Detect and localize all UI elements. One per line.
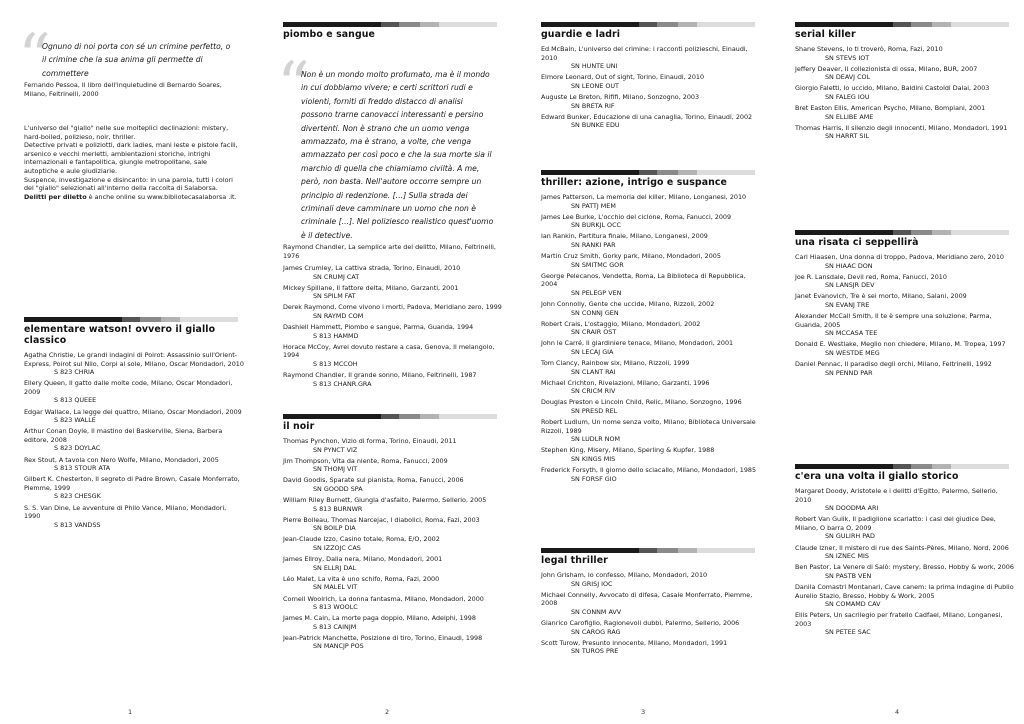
book-citation: Arthur Conan Doyle, Il mastino dei Baskerville, Siena, Barbera editore, 2008 bbox=[24, 427, 223, 444]
book-entry bbox=[541, 252, 761, 269]
book-citation: William Riley Burnett, Giungla d'asfalto, Palermo, Sellerio, 2005 bbox=[283, 496, 487, 505]
shelf-mark: SN RAYMD COM bbox=[313, 311, 364, 320]
section-divider-bar bbox=[795, 464, 1009, 469]
shelf-mark: S 813 BURNWR bbox=[313, 504, 363, 513]
shelf-mark: SN ELLRJ DAL bbox=[313, 563, 357, 572]
shelf-mark: SN PASTB VEN bbox=[825, 571, 872, 580]
section-divider-bar bbox=[795, 230, 1009, 235]
shelf-mark: S 813 WOOLC bbox=[313, 603, 358, 612]
book-entry bbox=[24, 427, 244, 453]
book-citation: Frederick Forsyth, Il giorno dello sciacallo, Milano, Mondadori, 1985 bbox=[541, 466, 757, 475]
book-citation: Tom Clancy, Rainbow six, Milano, Rizzoli, 1999 bbox=[541, 359, 690, 368]
piombo-book-list-block bbox=[283, 264, 503, 391]
book-entry bbox=[541, 619, 761, 636]
quote-mark-icon: “ bbox=[18, 21, 51, 95]
intro-paragraph: Suspence, investigazione e disincanto: in una parola, tutti i colori del "giallo" selezionati all'interno della raccolta di Salaborsa. bbox=[24, 175, 233, 193]
shelf-mark: SN BUNKE EDU bbox=[571, 121, 620, 130]
book-citation: George Pelecanos, Vendetta, Roma, La Biblioteca di Repubblica, 2004 bbox=[541, 271, 746, 289]
chandler-quote-block bbox=[277, 49, 503, 260]
book-citation: Jean-Patrick Manchette, Posizione di tiro, Torino, Einaudi, 1998 bbox=[283, 633, 483, 642]
shelf-mark: SN GOODD SPA bbox=[313, 484, 363, 493]
book-entry bbox=[283, 437, 503, 454]
book-entry bbox=[795, 65, 1015, 82]
shelf-mark: SN HUNTE UNI bbox=[571, 62, 618, 71]
book-entry bbox=[795, 312, 1015, 338]
book-citation: Janet Evanovich, Tre è sei morto, Milano, Salani, 2009 bbox=[795, 292, 967, 301]
book-entry bbox=[541, 466, 761, 483]
book-citation: Robert Ludlum, Un nome senza volto, Milano, Biblioteca Universale Rizzoli, 1989 bbox=[541, 418, 756, 435]
shelf-mark: SN FORSF GIO bbox=[571, 474, 617, 483]
book-entry bbox=[541, 193, 761, 210]
book-entry bbox=[541, 591, 761, 617]
book-entry bbox=[24, 408, 244, 425]
book-citation: Gilbert K. Chesterton, Il segreto di Padre Brown, Casale Monferrato, Piemme, 1999 bbox=[24, 475, 240, 492]
book-entry bbox=[795, 45, 1015, 62]
book-list bbox=[283, 437, 503, 651]
book-entry bbox=[283, 264, 503, 281]
book-citation: Stephen King, Misery, Milano, Sperling & Kupfer, 1988 bbox=[541, 446, 715, 455]
book-citation: Shane Stevens, Io ti troverò, Roma, Fazi, 2010 bbox=[795, 45, 943, 53]
page-3-column bbox=[541, 0, 761, 724]
page-number: 1 bbox=[128, 708, 133, 716]
shelf-mark: SN COMAMD CAV bbox=[825, 600, 881, 609]
book-entry bbox=[283, 496, 503, 513]
shelf-mark: SN RANKI PAR bbox=[571, 240, 616, 249]
book-citation: Claude Izner, Il mistero di rue des Saints-Pères, Milano, Nord, 2006 bbox=[795, 543, 1009, 552]
book-citation: Robert Crais, L'ostaggio, Milano, Mondadori, 2002 bbox=[541, 319, 701, 328]
section-una-risata bbox=[795, 230, 1015, 380]
book-citation: Jean-Claude Izzo, Casino totale, Roma, E/O, 2002 bbox=[283, 535, 440, 544]
book-entry bbox=[541, 639, 761, 656]
book-citation: Léo Malet, La vita è uno schifo, Roma, Fazi, 2000 bbox=[283, 574, 440, 583]
book-citation: Thomas Pynchon, Vizio di forma, Torino, Einaudi, 2011 bbox=[283, 437, 457, 445]
book-citation: Derek Raymond, Come vivono i morti, Padova, Meridiano zero, 1999 bbox=[283, 303, 502, 312]
shelf-mark: S 813 CAINJM bbox=[313, 622, 357, 631]
shelf-mark: SN SPILM FAT bbox=[313, 292, 356, 301]
book-entry bbox=[541, 272, 761, 298]
book-citation: Robert Van Gulik, Il padiglione scarlatto: i casi del giudice Dee, Milano, O barra O, 2009 bbox=[795, 515, 996, 532]
book-entry bbox=[541, 379, 761, 396]
book-citation: Margaret Doody, Aristotele e i delitti d'Egitto, Palermo, Sellerio, 2010 bbox=[795, 487, 998, 504]
book-citation: Scott Turow, Presunto innocente, Milano, Mondadori, 1991 bbox=[541, 638, 728, 647]
shelf-mark: S 813 CHANR.GRA bbox=[313, 379, 372, 388]
section-elementare-watson bbox=[24, 317, 244, 532]
book-citation: Douglas Preston e Lincoln Child, Relic, Milano, Sonzogno, 1996 bbox=[541, 398, 742, 407]
book-entry bbox=[24, 351, 244, 377]
shelf-mark: S 813 VANDSS bbox=[54, 520, 101, 529]
shelf-mark: SN DEAVJ COL bbox=[825, 73, 871, 82]
shelf-mark: SN FALEG IOU bbox=[825, 92, 870, 101]
book-entry bbox=[283, 614, 503, 631]
page-number: 3 bbox=[641, 708, 646, 716]
book-entry bbox=[541, 73, 761, 90]
book-citation: Mickey Spillane, Il fattore delta, Milano, Garzanti, 2001 bbox=[283, 283, 459, 292]
shelf-mark: SN ELLIBE AME bbox=[825, 112, 874, 121]
book-citation: Bret Easton Ellis, American Psycho, Milano, Bompiani, 2001 bbox=[795, 104, 986, 113]
book-list bbox=[283, 264, 503, 388]
book-citation: Martin Cruz Smith, Gorky park, Milano, Mondadori, 2005 bbox=[541, 252, 721, 261]
section-serial-killer bbox=[795, 22, 1015, 143]
book-entry bbox=[283, 371, 503, 388]
shelf-mark: SN GULIRH PAD bbox=[825, 532, 875, 541]
section-guardie-e-ladri bbox=[541, 22, 761, 132]
shelf-mark: SN CRAIR OST bbox=[571, 328, 617, 337]
book-list bbox=[541, 571, 761, 656]
shelf-mark: SN IZNEC MIS bbox=[825, 552, 869, 561]
quote-mark-icon: “ bbox=[277, 49, 310, 123]
book-entry bbox=[795, 611, 1015, 637]
book-citation: Ed McBain, L'universo del crimine: i racconti polizieschi, Einaudi, 2010 bbox=[541, 45, 748, 62]
book-citation: Alexander McCall Smith, Il te è sempre una soluzione, Parma, Guanda, 2005 bbox=[795, 312, 992, 329]
book-entry bbox=[541, 300, 761, 317]
shelf-mark: S 813 QUEEE bbox=[54, 396, 97, 405]
book-entry bbox=[795, 360, 1015, 377]
book-entry bbox=[283, 457, 503, 474]
book-entry bbox=[541, 232, 761, 249]
book-citation: Pierre Boileau, Thomas Narcejac, I diabolici, Roma, Fazi, 2003 bbox=[283, 515, 480, 524]
book-entry bbox=[283, 516, 503, 533]
shelf-mark: SN BOILP DIA bbox=[313, 524, 356, 533]
book-list bbox=[24, 351, 244, 529]
shelf-mark: SN DOODMA ARI bbox=[825, 504, 879, 513]
shelf-mark: SN PRESD REL bbox=[571, 407, 618, 416]
book-citation: Thomas Harris, Il silenzio degli innocenti, Milano, Mondadori, 1991 bbox=[795, 123, 1008, 132]
section-thriller bbox=[541, 170, 761, 486]
book-list bbox=[541, 45, 761, 130]
book-entry bbox=[283, 303, 503, 320]
book-citation: Raymond Chandler, Il grande sonno, Milano, Feltrinelli, 1987 bbox=[283, 371, 477, 380]
shelf-mark: SN IZZOJC CAS bbox=[313, 544, 361, 553]
book-citation: John le Carré, Il giardiniere tenace, Milano, Mondadori, 2001 bbox=[541, 339, 734, 348]
book-entry bbox=[283, 323, 503, 340]
book-entry bbox=[283, 343, 503, 369]
book-entry bbox=[541, 398, 761, 415]
shelf-mark: SN CRUMJ CAT bbox=[313, 272, 360, 281]
shelf-mark: SN HIAAC DON bbox=[825, 261, 873, 270]
shelf-mark: SN LANSJR DEV bbox=[825, 281, 875, 290]
book-entry bbox=[541, 113, 761, 130]
section-title: c'era una volta il giallo storico bbox=[795, 471, 959, 482]
book-entry bbox=[541, 320, 761, 337]
book-citation: Michael Connelly, Avvocato di difesa, Casale Monferrato, Piemme, 2008 bbox=[541, 590, 753, 608]
book-list bbox=[795, 253, 1015, 377]
book-citation: Ellery Queen, Il gatto dalle molte code, Milano, Oscar Mondadori, 2009 bbox=[24, 379, 233, 396]
shelf-mark: SN HARRT SIL bbox=[825, 132, 869, 141]
book-entry bbox=[283, 476, 503, 493]
book-citation: John Connolly, Gente che uccide, Milano, Rizzoli, 2002 bbox=[541, 300, 715, 309]
book-entry bbox=[283, 575, 503, 592]
book-citation: James Lee Burke, L'occhio del ciclone, Roma, Fanucci, 2009 bbox=[541, 212, 732, 221]
book-citation: Danila Comastri Montanari, Cave canem: la prima indagine di Publio Aurelio Stazio, Bresso, Hobby & Work, 2005 bbox=[795, 582, 1014, 600]
intro-paragraph: L'universo del "giallo" nelle sue molteplici declinazioni: mistery, hard-boiled, polizieso, noir, thriller. bbox=[24, 124, 229, 141]
shelf-mark: SN LECAJ GIA bbox=[571, 348, 614, 356]
chandler-quote-source: Raymond Chandler, La semplice arte del delitto, Milano, Feltrinelli, 1976 bbox=[283, 243, 496, 260]
section-title: piombo e sangue bbox=[283, 29, 375, 40]
book-entry bbox=[795, 563, 1015, 580]
book-citation: Dashiell Hammett, Piombo e sangue, Parma, Guanda, 1994 bbox=[283, 323, 474, 332]
book-entry bbox=[24, 456, 244, 473]
shelf-mark: SN BRETA RIF bbox=[571, 101, 615, 110]
book-entry bbox=[795, 583, 1015, 609]
book-citation: Agatha Christie, Le grandi indagini di Poirot: Assassinio sull'Orient-Express, Poirot sul Nilo, Corpi al sole, Milano, Oscar Mondadori, 2010 bbox=[24, 351, 244, 368]
book-citation: S. S. Van Dine, Le avventure di Philo Vance, Milano, Mondadori, 1990 bbox=[24, 503, 227, 521]
shelf-mark: SN CONNJ GEN bbox=[571, 308, 619, 317]
book-citation: Edgar Wallace, La legge dei quattro, Milano, Oscar Mondadori, 2009 bbox=[24, 407, 242, 416]
section-title: il noir bbox=[283, 421, 315, 432]
section-title: una risata ci seppellirà bbox=[795, 237, 919, 248]
delitti-per-diletto-label: Delitti per diletto bbox=[24, 192, 87, 201]
book-entry bbox=[541, 45, 761, 71]
shelf-mark: S 813 MCCOH bbox=[313, 359, 358, 368]
shelf-mark: S 823 CHRIA bbox=[54, 368, 95, 377]
book-entry bbox=[541, 418, 761, 444]
book-citation: Elmore Leonard, Out of sight, Torino, Einaudi, 2010 bbox=[541, 73, 705, 82]
shelf-mark: SN LEONE OUT bbox=[571, 81, 619, 90]
book-citation: Jim Thompson, Vita da niente, Roma, Fanucci, 2009 bbox=[283, 456, 448, 465]
book-list bbox=[795, 45, 1015, 141]
shelf-mark: SN CLANT RAI bbox=[571, 367, 616, 376]
book-citation: Michael Crichton, Rivelazioni, Milano, Garzanti, 1996 bbox=[541, 378, 710, 387]
book-entry bbox=[795, 487, 1015, 513]
shelf-mark: S 823 DOYLAC bbox=[54, 444, 101, 453]
book-entry bbox=[24, 379, 244, 405]
section-title: serial killer bbox=[795, 29, 856, 40]
section-title: elementare watson! ovvero il giallo classico bbox=[24, 324, 216, 346]
shelf-mark: SN EVANJ TRE bbox=[825, 300, 870, 309]
section-title: guardie e ladri bbox=[541, 29, 621, 40]
book-entry bbox=[541, 213, 761, 230]
shelf-mark: SN CONNM AVV bbox=[571, 607, 622, 616]
shelf-mark: SN KINGS MIS bbox=[571, 455, 616, 464]
shelf-mark: SN CAROG RAG bbox=[571, 627, 621, 636]
section-divider-bar bbox=[541, 548, 755, 553]
shelf-mark: SN BURKJL OCC bbox=[571, 221, 621, 230]
book-entry bbox=[795, 253, 1015, 270]
book-entry bbox=[795, 544, 1015, 561]
section-divider-bar bbox=[283, 414, 497, 419]
intro-paragraph: Detective privati e poliziotti, dark ladies, mani leste e pistole facili, arsenico e vecchi merletti, ambientazioni storiche, intrighi internazionali e fantapolitica, giungle metropolitane, sale autoptiche e aule giudiziarie. bbox=[24, 141, 238, 175]
opening-quote-source: Fernando Pessoa, Il libro dell'inquietudine di Bernardo Soares, Milano, Feltrinelli, 2000 bbox=[24, 81, 222, 98]
book-entry bbox=[795, 84, 1015, 101]
section-divider-bar bbox=[541, 22, 755, 27]
book-citation: Jeffery Deaver, Il collezionista di ossa, Milano, BUR, 2007 bbox=[795, 64, 978, 73]
intro-online-note bbox=[24, 193, 238, 202]
book-citation: Giorgio Faletti, Io uccido, Milano, Baldini Castoldi Dalai, 2003 bbox=[795, 84, 990, 93]
book-entry bbox=[541, 359, 761, 376]
section-divider-bar bbox=[24, 317, 238, 322]
book-citation: James M. Cain, La morte paga doppio, Milano, Adelphi, 1998 bbox=[283, 614, 476, 623]
shelf-mark: SN STEVS IOT bbox=[825, 53, 870, 62]
opening-quote-block bbox=[18, 21, 244, 98]
section-legal-thriller bbox=[541, 548, 761, 658]
shelf-mark: SN PATTJ MEM bbox=[571, 201, 616, 210]
section-divider-bar bbox=[795, 22, 1009, 27]
shelf-mark: S 823 WALLE bbox=[54, 416, 96, 425]
book-citation: John Grisham, Io confesso, Milano, Mondadori, 2010 bbox=[541, 571, 708, 579]
page-1-column bbox=[18, 0, 244, 724]
book-entry bbox=[795, 273, 1015, 290]
book-entry bbox=[795, 104, 1015, 121]
book-citation: Gianrico Carofiglio, Ragionevoli dubbi, Palermo, Sellerio, 2006 bbox=[541, 618, 740, 627]
book-citation: Edward Bunker, Educazione di una canaglia, Torino, Einaudi, 2002 bbox=[541, 112, 753, 121]
book-entry bbox=[283, 634, 503, 651]
shelf-mark: SN MCCASA TEE bbox=[825, 329, 878, 338]
book-citation: Rex Stout, A tavola con Nero Wolfe, Milano, Mondadori, 2005 bbox=[24, 455, 219, 464]
book-citation: James Crumley, La cattiva strada, Torino, Einaudi, 2010 bbox=[283, 264, 461, 272]
intro-text bbox=[24, 124, 238, 201]
book-citation: James Patterson, La memoria del killer, Milano, Longanesi, 2010 bbox=[541, 193, 747, 201]
book-list bbox=[795, 487, 1015, 637]
shelf-mark: SN PELEGP VEN bbox=[571, 288, 622, 297]
shelf-mark: SN MANCJP POS bbox=[313, 642, 364, 651]
page-2-column bbox=[277, 0, 503, 724]
shelf-mark: SN PETEE SAC bbox=[825, 628, 871, 637]
shelf-mark: SN GRISJ IOC bbox=[571, 579, 613, 588]
book-citation: Donald E. Westlake, Meglio non chiedere, Milano, M. Tropea, 1997 bbox=[795, 340, 1006, 349]
book-entry bbox=[283, 555, 503, 572]
shelf-mark: SN THOMJ VIT bbox=[313, 465, 358, 474]
section-title: thriller: azione, intrigo e suspance bbox=[541, 177, 728, 188]
shelf-mark: S 813 STOUR ATA bbox=[54, 464, 111, 473]
book-list bbox=[541, 193, 761, 483]
book-entry bbox=[283, 535, 503, 552]
book-citation: David Goodis, Sparate sul pianista, Roma, Fanucci, 2006 bbox=[283, 476, 464, 485]
book-entry bbox=[24, 475, 244, 501]
shelf-mark: SN SMITMC GOR bbox=[571, 260, 624, 269]
book-citation: James Ellroy, Dalia nera, Milano, Mondadori, 2001 bbox=[283, 555, 443, 564]
section-il-noir bbox=[283, 414, 503, 654]
section-divider-bar bbox=[283, 22, 497, 27]
book-citation: Daniel Pennac, Il paradiso degli orchi, Milano, Feltrinelli, 1992 bbox=[795, 360, 992, 369]
section-divider-bar bbox=[541, 170, 755, 175]
shelf-mark: SN CRICM RIV bbox=[571, 387, 616, 396]
section-giallo-storico bbox=[795, 464, 1015, 640]
book-citation: Ellis Peters, Un sacrilegio per fratello Cadfael, Milano, Longanesi, 2003 bbox=[795, 611, 1003, 628]
book-entry bbox=[541, 339, 761, 356]
book-entry bbox=[795, 340, 1015, 357]
shelf-mark: SN LUDLR NOM bbox=[571, 435, 621, 444]
online-address: è anche online su www.bibliotecasalaborsa .it. bbox=[86, 192, 237, 201]
shelf-mark: SN PYNCT VIZ bbox=[313, 445, 358, 454]
section-title: legal thriller bbox=[541, 555, 608, 566]
book-entry bbox=[24, 504, 244, 530]
book-citation: Auguste Le Breton, Rififi, Milano, Sonzogno, 2003 bbox=[541, 92, 700, 101]
shelf-mark: S 813 HAMMD bbox=[313, 331, 359, 340]
shelf-mark: SN TUROS PRE bbox=[571, 647, 619, 656]
opening-quote: Ognuno di noi porta con sé un crimine perfetto, o il crimine che la sua anima gli permette di commettere bbox=[42, 42, 231, 78]
book-entry bbox=[795, 515, 1015, 541]
page-number: 4 bbox=[895, 708, 900, 716]
shelf-mark: S 823 CHESGK bbox=[54, 492, 101, 501]
book-citation: Ben Pastor, La Venere di Salò: mystery, Bresso, Hobby & work, 2006 bbox=[795, 563, 1014, 572]
page-number: 2 bbox=[385, 708, 390, 716]
book-entry bbox=[541, 93, 761, 110]
shelf-mark: SN WESTDE MEG bbox=[825, 348, 880, 357]
page-4-column bbox=[795, 0, 1015, 724]
book-citation: Ian Rankin, Partitura finale, Milano, Longanesi, 2009 bbox=[541, 232, 708, 241]
book-entry bbox=[795, 292, 1015, 309]
book-entry bbox=[541, 446, 761, 463]
shelf-mark: SN PENND PAR bbox=[825, 368, 873, 377]
book-citation: Cornell Woolrich, La donna fantasma, Milano, Mondadori, 2000 bbox=[283, 594, 484, 603]
book-citation: Joe R. Lansdale, Devil red, Roma, Fanucci, 2010 bbox=[795, 272, 947, 281]
section-piombo-e-sangue bbox=[283, 22, 503, 45]
book-entry bbox=[283, 595, 503, 612]
book-citation: Horace McCoy, Avrei dovuto restare a casa, Genova, Il melangolo, 1994 bbox=[283, 342, 495, 360]
book-entry bbox=[541, 571, 761, 588]
book-citation: Carl Hiaasen, Una donna di troppo, Padova, Meridiano zero, 2010 bbox=[795, 253, 1004, 261]
book-entry bbox=[283, 284, 503, 301]
book-entry bbox=[795, 124, 1015, 141]
chandler-quote: Non è un mondo molto profumato, ma è il mondo in cui dobbiamo vivere; e certi scrittori rudi e violenti, forniti di freddo distacco di analisi possono trarne canovacci interessanti e persino divertenti. Non è strano che un uomo venga ammazzato, ma è strano, a volte, che venga ammazzato per così poco e che la sua morte sia il marchio di quella che chiamiamo civiltà. A me, però, non basta. Nell'autore occorre sempre un principio di redenzione. […] Sulla strada dei criminali deve camminare un uomo che non è criminale […]. Nel poliziesco realistico quest'uomo è il detective. bbox=[301, 70, 494, 240]
shelf-mark: SN MALEL VIT bbox=[313, 583, 358, 592]
